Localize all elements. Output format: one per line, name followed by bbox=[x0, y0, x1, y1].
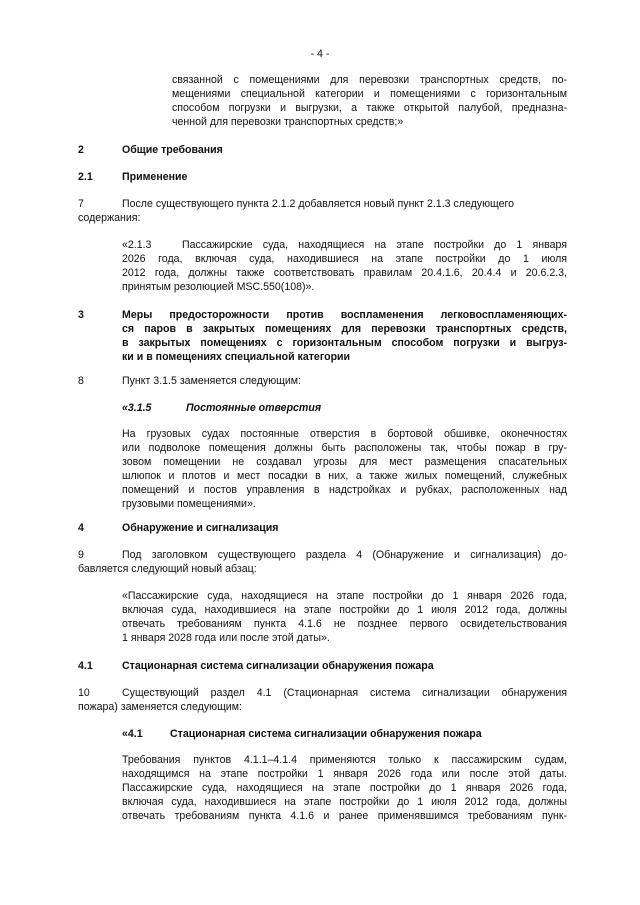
text-line: помещений и постов управления в надстройках и рубках, расположенных над bbox=[122, 484, 567, 496]
text-line: Существующий раздел 4.1 (Стационарная система сигнализации обнаружения bbox=[122, 687, 567, 699]
heading-line: Меры предосторожности против воспламенения легковоспламеняющих- bbox=[122, 309, 567, 321]
section-number: 2.1 bbox=[78, 171, 93, 183]
quote-2-1-3 bbox=[122, 238, 567, 294]
paragraph-number: 8 bbox=[78, 375, 84, 387]
text-line: связанной с помещениями для перевозки транспортных средств, по- bbox=[172, 74, 567, 86]
paragraph-9-rest: бавляется следующий новый абзац: bbox=[78, 563, 257, 575]
section-number: 3 bbox=[78, 309, 84, 321]
paragraph-number: 9 bbox=[78, 549, 84, 561]
quote-4-1-number: «4.1 bbox=[122, 728, 143, 740]
paragraph-number: 10 bbox=[78, 687, 90, 699]
paragraph-8-text: Пункт 3.1.5 заменяется следующим: bbox=[122, 375, 301, 387]
text-line: «2.1.3 Пассажирские суда, находящиеся на этапе постройки до 1 января bbox=[122, 239, 567, 251]
paragraph-number: 7 bbox=[78, 198, 84, 210]
quote-4-1-title: Стационарная система сигнализации обнаружения пожара bbox=[170, 728, 482, 740]
heading-line: ки и в помещениях специальной категории bbox=[122, 351, 351, 363]
text-line: грузовыми помещениями». bbox=[122, 498, 256, 510]
paragraph-7-rest: содержания: bbox=[78, 212, 141, 224]
text-line: 2012 года, должны также соответствовать правилам 20.4.1.6, 20.4.4 и 20.6.2.3, bbox=[122, 267, 567, 279]
section-number: 4.1 bbox=[78, 660, 93, 672]
quote-3-1-5-number: «3.1.5 bbox=[122, 402, 152, 414]
text-line: «Пассажирские суда, находящиеся на этапе постройки до 1 января 2026 года, bbox=[122, 590, 567, 602]
section-heading: Применение bbox=[122, 171, 188, 183]
heading-line: в закрытых помещениях с горизонтальным способом погрузки и выгруз- bbox=[122, 337, 567, 349]
paragraph-9-first bbox=[122, 548, 567, 562]
section-heading: Обнаружение и сигнализация bbox=[122, 522, 279, 534]
text-line: отвечать требованиям пункта 4.1.6 не позднее первого освидетельствования bbox=[122, 618, 567, 630]
text-line: или подволоке помещения должны быть расположены так, чтобы пожар в гру- bbox=[122, 442, 567, 454]
heading-line: ся паров в закрытых помещениях для перевозки транспортных средств, bbox=[122, 323, 567, 335]
text-line: отвечать требованиям пункта 4.1.6 и ранее применявшимся требованиям пунк- bbox=[122, 810, 567, 822]
text-line: находящимся на этапе постройки 1 января 2026 года или после этой даты. bbox=[122, 768, 567, 780]
text-line: 2026 года, включая суда, находившиеся на этапе постройки до 1 июля bbox=[122, 253, 567, 265]
paragraph-10-rest: пожара) заменяется следующим: bbox=[78, 701, 242, 713]
text-line: ченной для перевозки транспортных средств;» bbox=[172, 116, 404, 128]
paragraph-7-first bbox=[122, 197, 567, 211]
section-heading: Общие требования bbox=[122, 144, 223, 156]
page-number: - 4 - bbox=[310, 48, 330, 60]
text-line: включая суда, находившиеся на этапе постройки до 1 июля 2012 года, должны bbox=[122, 604, 567, 616]
quote-3-1-5-body bbox=[122, 427, 567, 511]
intro-paragraph bbox=[172, 73, 567, 129]
text-line: принятым резолюцией MSC.550(108)». bbox=[122, 281, 315, 293]
quote-section-4 bbox=[122, 589, 567, 645]
quote-4-1-body bbox=[122, 753, 567, 823]
section-number: 4 bbox=[78, 522, 84, 534]
text-line: Под заголовком существующего раздела 4 (Обнаружение и сигнализация) до- bbox=[122, 549, 567, 561]
text-line: Требования пунктов 4.1.1–4.1.4 применяются только к пассажирским судам, bbox=[122, 754, 567, 766]
section-3-heading bbox=[122, 308, 567, 364]
text-line: После существующего пункта 2.1.2 добавляется новый пункт 2.1.3 следующего bbox=[122, 198, 515, 210]
text-line: Пассажирские суда, находящиеся на этапе постройки до 1 января 2026 года, bbox=[122, 782, 567, 794]
text-line: способом погрузки и выгрузки, а также открытой палубой, предназна- bbox=[172, 102, 567, 114]
quote-3-1-5-title: Постоянные отверстия bbox=[186, 402, 322, 414]
text-line: На грузовых судах постоянные отверстия в бортовой обшивке, оконечностях bbox=[122, 428, 567, 440]
text-line: мещениями специальной категории и помещениями с горизонтальным bbox=[172, 88, 567, 100]
text-line: включая суда, находившиеся на этапе постройки до 1 июля 2012 года, должны bbox=[122, 796, 567, 808]
section-number: 2 bbox=[78, 144, 84, 156]
text-line: шлюпок и плотов и мест посадки в них, а также жилых помещений, служебных bbox=[122, 470, 567, 482]
text-line: зовом помещении не создавал угрозы для мест размещения спасательных bbox=[122, 456, 567, 468]
text-line: 1 января 2028 года или после этой даты». bbox=[122, 632, 330, 644]
section-heading: Стационарная система сигнализации обнаружения пожара bbox=[122, 660, 434, 672]
paragraph-10-first bbox=[122, 686, 567, 700]
